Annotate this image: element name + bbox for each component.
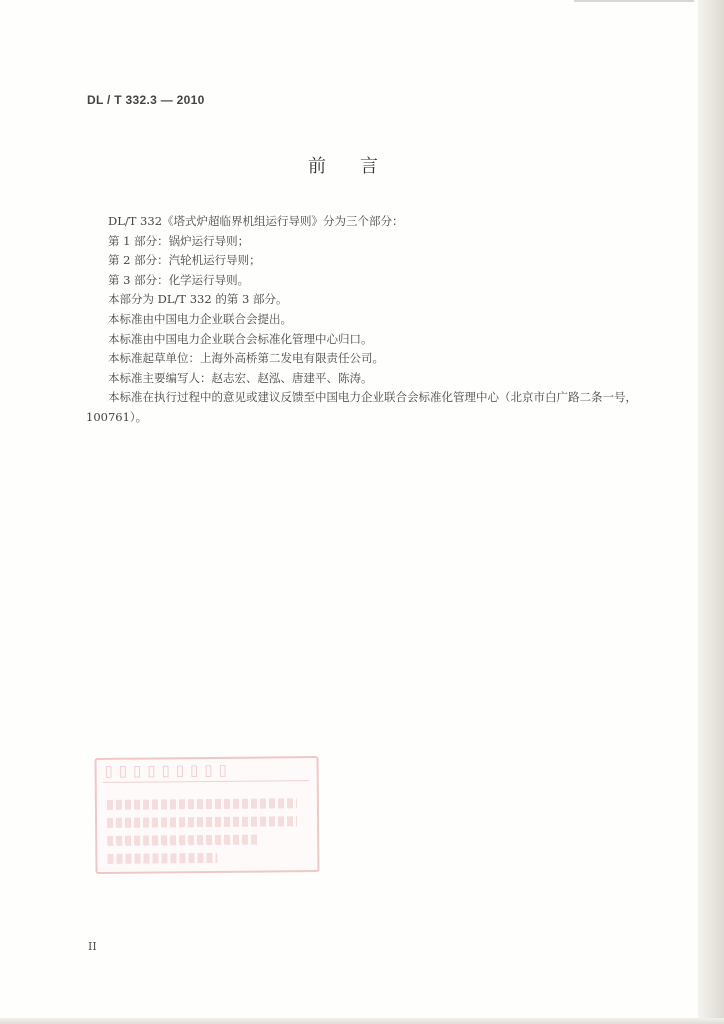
document-code: DL / T 332.3 — 2010 xyxy=(87,93,205,107)
paragraph: 本标准在执行过程中的意见或建议反馈至中国电力企业联合会标准化管理中心（北京市白广路二条一号，100761）。 xyxy=(86,390,637,424)
stamp-line xyxy=(107,798,297,810)
paragraph: 本标准主要编写人：赵志宏、赵泓、唐建平、陈涛。 xyxy=(108,370,373,385)
paragraph: 本标准由中国电力企业联合会标准化管理中心归口。 xyxy=(108,331,373,346)
page-bottom-edge xyxy=(0,1018,724,1024)
paragraph: DL/T 332《塔式炉超临界机组运行导则》分为三个部分： xyxy=(108,214,404,228)
paragraph: 第 3 部分：化学运行导则。 xyxy=(108,272,250,287)
page-number: II xyxy=(88,940,97,953)
book-spine-shadow xyxy=(698,0,724,1024)
stamp-text-blur: ▯▯▯▯▯▯▯▯▯ xyxy=(104,760,233,780)
page-title: 前言 xyxy=(308,156,412,177)
red-stamp xyxy=(94,756,319,874)
paragraph: 本标准由中国电力企业联合会提出。 xyxy=(108,311,292,326)
scan-edge xyxy=(574,0,694,2)
foreword-body xyxy=(86,212,666,428)
paragraph: 第 2 部分：汽轮机运行导则； xyxy=(108,253,261,268)
stamp-line xyxy=(107,835,257,846)
paragraph: 本标准起草单位：上海外高桥第二发电有限责任公司。 xyxy=(108,351,384,366)
stamp-line xyxy=(107,853,217,864)
stamp-line xyxy=(107,816,297,828)
paragraph: 本部分为 DL/T 332 的第 3 部分。 xyxy=(108,292,288,307)
paragraph: 第 1 部分：锅炉运行导则； xyxy=(108,233,250,248)
